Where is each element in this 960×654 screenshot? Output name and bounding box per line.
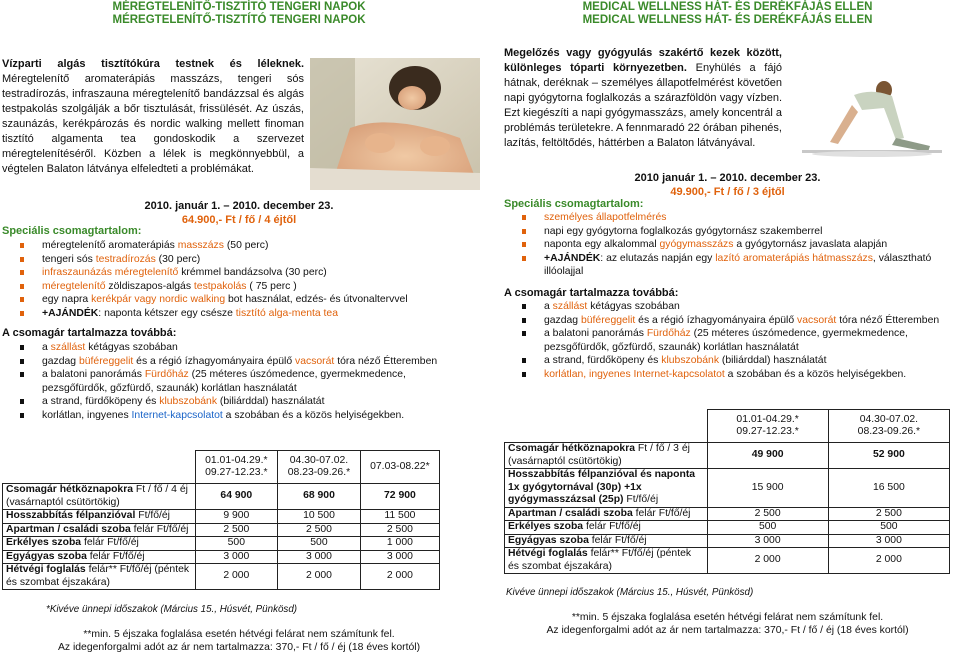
table-header-cell: 07.03-08.22*: [360, 451, 439, 484]
text-segment: a: [544, 301, 553, 312]
text-segment: masszázs: [177, 240, 224, 251]
list-item: [20, 293, 490, 307]
list-item: [522, 238, 952, 252]
text-segment: Fürdőház: [144, 369, 189, 381]
right-special-list: [502, 211, 952, 279]
text-segment: személyes állapotfelmérés: [544, 212, 667, 223]
text-segment: : naponta kétszer egy csésze: [98, 307, 236, 319]
text-segment: (biliárddal) használatát: [217, 396, 325, 408]
left-special-list: [0, 239, 490, 321]
table-row: [505, 443, 950, 469]
list-item: [20, 307, 490, 321]
text-segment: büféreggelit: [78, 355, 134, 367]
table-row: [505, 521, 950, 535]
table-cell: 3 000: [707, 534, 828, 548]
text-segment: Fürdőház: [646, 328, 691, 340]
table-row-label: [3, 550, 196, 564]
text-segment: gyógymasszázs: [659, 239, 734, 251]
text-segment: Hosszabbítás félpanzióval és naponta 1x gyógytornával (30p) +1x gyógymasszázsal (25p): [508, 469, 696, 505]
left-note: *Kivéve ünnepi időszakok (Március 15., Húsvét, Pünkösd): [46, 604, 298, 615]
text-segment: zöldiszapos-algás: [105, 280, 194, 292]
table-header-cell: 04.30-07.02. 08.23-09.26.*: [828, 410, 949, 443]
list-item: [20, 239, 490, 253]
text-segment: a balatoni panorámás: [42, 369, 145, 381]
table-row-label: [3, 537, 196, 551]
table-header-cell: 04.30-07.02. 08.23-09.26.*: [278, 451, 361, 484]
table-cell: 2 000: [195, 564, 278, 590]
text-segment: napi egy gyógytorna foglalkozás gyógytornász szakemberrel: [544, 225, 823, 237]
right-price-table: [504, 409, 950, 574]
left-package-title: A csomagár tartalmazza továbbá:: [2, 327, 177, 339]
table-cell: 9 900: [195, 510, 278, 524]
text-segment: egy napra: [42, 294, 92, 306]
table-row-label: [505, 469, 708, 508]
right-intro-body: Enyhülés a fájó hátnak, deréknak – személyes állapotfelmérést követően napi gyógytorna foglalkozás a szárazföldön vagy vízben. Ezt kiegészíti a napi gyógymasszázs, amely koncentrál a problémás területekre. A fennmaradó 22 órában pihenés, lazítás, feltöltődés, háttérben a Balaton látványával.: [504, 62, 783, 149]
right-footer: **min. 5 éjszaka foglalása esetén hétvégi felárat nem számítunk fel. Az idegenforgalmi adót az ár nem tartalmazza: 370,- Ft / fő / éj (18 éves kortól): [546, 612, 909, 636]
text-segment: felár Ft/fő/éj: [632, 507, 691, 519]
text-segment: klubszobánk: [159, 396, 218, 408]
text-segment: Egyágyas szoba: [6, 550, 87, 562]
table-row: [3, 550, 440, 564]
table-corner-cell: [505, 410, 708, 443]
table-row-label: [3, 523, 196, 537]
text-segment: és a régió ízhagyományaira épülő: [635, 314, 798, 326]
table-cell: 68 900: [278, 484, 361, 510]
text-segment: +AJÁNDÉK: [42, 307, 99, 319]
text-segment: bot használat, edzés- és útvonaltervvel: [225, 294, 408, 306]
table-cell: 16 500: [828, 469, 949, 508]
text-segment: a szobában és a közös helyiségekben.: [222, 409, 405, 421]
yoga-photo: [792, 50, 952, 168]
table-row: [505, 534, 950, 548]
list-item: [20, 368, 460, 395]
text-segment: a strand, fürdőköpeny és: [544, 355, 662, 367]
left-dates: 2010. január 1. – 2010. december 23.: [144, 200, 334, 212]
text-segment: : az elutazás napján egy: [600, 252, 716, 264]
text-segment: vacsorát: [797, 314, 837, 326]
text-segment: (25 méteres úszómedence, gyermekmedence, pezsgőfürdők, gőzfürdő, szaunák) korlátlan használatát: [544, 328, 908, 353]
left-dates-block: [0, 199, 478, 227]
text-segment: Internet-kapcsolatot: [131, 409, 223, 421]
left-column: [0, 0, 478, 653]
list-item: [522, 314, 960, 328]
table-header-row: [505, 410, 950, 443]
left-header: MÉREGTELENÍTŐ-TISZTÍTÓ TENGERI NAPOK MÉREGTELENÍTŐ-TISZTÍTÓ TENGERI NAPOK: [112, 1, 366, 26]
right-column: [500, 0, 955, 636]
list-item: [20, 395, 460, 409]
text-segment: kétágyas szobában: [587, 301, 680, 312]
right-note: Kivéve ünnepi időszakok (Március 15., Húsvét, Pünkösd): [506, 587, 754, 598]
table-cell: 2 500: [360, 523, 439, 537]
left-price: 64.900,- Ft / fő / 4 éjtől: [181, 214, 297, 226]
left-footer: **min. 5 éjszaka foglalása esetén hétvégi felárat nem számítunk fel. Az idegenforgalmi adót az ár nem tartalmazza: 370,- Ft / fő / éj (18 éves kortól): [57, 629, 421, 653]
text-segment: +AJÁNDÉK: [544, 252, 601, 264]
text-segment: Hétvégi foglalás: [508, 548, 588, 559]
text-segment: felár** Ft/fő/éj (péntek és szombat éjszakára): [508, 548, 692, 572]
text-segment: a szobában és a közös helyiségekben.: [724, 368, 907, 380]
right-special-title: Speciális csomagtartalom:: [504, 198, 644, 210]
text-segment: Hétvégi foglalás: [6, 564, 86, 575]
table-cell: 500: [278, 537, 361, 551]
text-segment: (25 méteres úszómedence, gyermekmedence, pezsgőfürdők, gőzfürdő, szaunák) korlátlan használatát: [42, 369, 406, 394]
text-segment: Csomagár hétköznapokra: [6, 484, 134, 495]
text-segment: korlátlan, ingyenes Internet-kapcsolatot: [544, 368, 725, 380]
list-item: [522, 252, 952, 279]
text-segment: , választható illóolajjal: [544, 252, 932, 278]
text-segment: a gyógytornász javaslata alapján: [733, 239, 888, 251]
text-segment: felár Ft/fő/éj: [583, 521, 641, 532]
list-item: [522, 300, 960, 314]
text-segment: tengeri sós: [42, 253, 96, 265]
table-header-row: [3, 451, 440, 484]
table-cell: 500: [195, 537, 278, 551]
table-header-cell: 01.01-04.29.* 09.27-12.23.*: [707, 410, 828, 443]
table-cell: 52 900: [828, 443, 949, 469]
right-dates-block: [500, 171, 955, 199]
right-price: 49.900,- Ft / fő / 3 éjtől: [670, 186, 785, 198]
table-row: [3, 484, 440, 510]
table-cell: 64 900: [195, 484, 278, 510]
table-cell: 11 500: [360, 510, 439, 524]
table-row-label: [505, 507, 708, 521]
text-segment: Erkélyes szoba: [6, 537, 82, 548]
list-item: [20, 266, 490, 280]
text-segment: vacsorát: [295, 355, 335, 367]
text-segment: felár Ft/fő/éj: [81, 537, 139, 548]
right-dates: 2010 január 1. – 2010. december 23.: [634, 172, 821, 184]
list-item: [522, 327, 960, 354]
table-row: [505, 548, 950, 574]
table-cell: 2 000: [278, 564, 361, 590]
table-cell: 500: [707, 521, 828, 535]
table-cell: 2 500: [828, 507, 949, 521]
text-segment: tóra néző Étteremben: [334, 355, 438, 367]
list-item: [20, 341, 460, 355]
text-segment: (30 perc): [155, 253, 201, 265]
table-cell: 15 900: [707, 469, 828, 508]
text-segment: krémmel bandázsolva (30 perc): [178, 267, 327, 279]
text-segment: Csomagár hétköznapokra: [508, 443, 636, 454]
text-segment: tisztító alga-menta tea: [235, 307, 338, 319]
text-segment: felár** Ft/fő/éj (péntek és szombat éjszakára): [6, 564, 190, 588]
text-segment: gazdag: [42, 355, 79, 367]
text-segment: korlátlan, ingyenes: [42, 409, 132, 421]
table-cell: 2 000: [828, 548, 949, 574]
left-intro: [2, 57, 304, 177]
text-segment: felár Ft/fő/éj: [130, 523, 189, 535]
left-special-title: Speciális csomagtartalom:: [2, 225, 142, 237]
left-price-table: [2, 450, 440, 590]
text-segment: szállást: [50, 342, 86, 353]
table-cell: 49 900: [707, 443, 828, 469]
list-item: [20, 409, 460, 423]
text-segment: felár Ft/fő/éj: [588, 534, 647, 546]
table-cell: 500: [828, 521, 949, 535]
table-cell: 2 500: [278, 523, 361, 537]
right-intro-lead: Megelőzés vagy gyógyulás szakértő kezek között, különleges tóparti környezetben.: [504, 47, 782, 74]
table-row-label: [505, 443, 708, 469]
text-segment: Ft/fő/éj: [135, 510, 170, 521]
table-row: [3, 537, 440, 551]
left-package-list: [0, 341, 460, 423]
table-row-label: [505, 548, 708, 574]
text-segment: méregtelenítő: [42, 280, 106, 292]
text-segment: kerékpár vagy nordic walking: [91, 294, 226, 306]
table-cell: 2 500: [707, 507, 828, 521]
text-segment: Ft/fő/éj: [623, 494, 659, 505]
text-segment: a balatoni panorámás: [544, 328, 647, 340]
right-header: MEDICAL WELLNESS HÁT- ÉS DERÉKFÁJÁS ELLEN MEDICAL WELLNESS HÁT- ÉS DERÉKFÁJÁS ELLEN: [582, 1, 873, 26]
right-intro: [504, 46, 782, 151]
table-row-label: [3, 564, 196, 590]
table-cell: 3 000: [278, 550, 361, 564]
list-item: [522, 368, 960, 382]
text-segment: (biliárddal) használatát: [719, 355, 827, 367]
list-item: [522, 211, 952, 225]
table-row-label: [3, 484, 196, 510]
text-segment: Apartman / családi szoba: [6, 523, 131, 535]
left-intro-lead: Vízparti algás tisztítókúra testnek és léleknek.: [2, 58, 304, 70]
text-segment: testradírozás: [95, 253, 156, 265]
list-item: [20, 280, 490, 294]
massage-photo: [310, 58, 480, 190]
text-segment: a strand, fürdőköpeny és: [42, 396, 160, 408]
right-package-list: [502, 300, 960, 382]
table-row-label: [3, 510, 196, 524]
table-cell: 3 000: [828, 534, 949, 548]
text-segment: kétágyas szobában: [85, 342, 178, 353]
table-row: [3, 523, 440, 537]
table-cell: 2 500: [195, 523, 278, 537]
text-segment: méregtelenítő aromaterápiás: [42, 240, 178, 251]
table-cell: 2 000: [360, 564, 439, 590]
left-intro-body: Méregtelenítő aromaterápiás masszázs, tengeri sós testradírozás, infraszauna méregtelenítő bandázzsal és algás testpakolás szolgálják a bőr tisztulását, frissülését. Az úszás, szaunázás, kerékpározás és nordic walking mellett finoman tisztító algamenta tea gondoskodik a szervezet méregtelenítéséről. Közben a lélek is megkönnyebbül, a végtelen Balaton látványa elfeledteti a problémákat.: [2, 73, 304, 175]
table-row: [505, 469, 950, 508]
text-segment: Hosszabbítás félpanzióval: [6, 510, 136, 521]
table-corner-cell: [3, 451, 196, 484]
list-item: [522, 354, 960, 368]
table-cell: 3 000: [360, 550, 439, 564]
text-segment: (50 perc): [223, 240, 269, 251]
table-row-label: [505, 534, 708, 548]
text-segment: infraszaunázás méregtelenítő: [42, 267, 179, 279]
table-cell: 3 000: [195, 550, 278, 564]
table-cell: 72 900: [360, 484, 439, 510]
right-package-title: A csomagár tartalmazza továbbá:: [504, 287, 679, 299]
text-segment: és a régió ízhagyományaira épülő: [133, 355, 296, 367]
text-segment: ( 75 perc ): [246, 280, 297, 292]
text-segment: lazító aromaterápiás hátmasszázs: [715, 252, 873, 264]
text-segment: büféreggelit: [580, 314, 636, 326]
text-segment: Ft / fő / 3 éj (vasárnaptól csütörtökig): [508, 443, 690, 467]
text-segment: szállást: [552, 301, 588, 312]
list-item: [522, 225, 952, 239]
table-cell: 10 500: [278, 510, 361, 524]
table-row: [3, 510, 440, 524]
table-header-cell: 01.01-04.29.* 09.27-12.23.*: [195, 451, 278, 484]
list-item: [20, 253, 490, 267]
table-cell: 1 000: [360, 537, 439, 551]
text-segment: Apartman / családi szoba: [508, 507, 633, 519]
table-row: [3, 564, 440, 590]
table-cell: 2 000: [707, 548, 828, 574]
text-segment: klubszobánk: [661, 355, 720, 367]
table-row: [505, 507, 950, 521]
text-segment: felár Ft/fő/éj: [86, 550, 145, 562]
text-segment: a: [42, 342, 51, 353]
text-segment: gazdag: [544, 314, 581, 326]
text-segment: testpakolás: [193, 280, 247, 292]
text-segment: Erkélyes szoba: [508, 521, 584, 532]
table-row-label: [505, 521, 708, 535]
list-item: [20, 355, 460, 369]
text-segment: Egyágyas szoba: [508, 534, 589, 546]
text-segment: tóra néző Étteremben: [836, 314, 940, 326]
text-segment: Ft / fő / 4 éj (vasárnaptól csütörtökig): [6, 484, 188, 508]
text-segment: naponta egy alkalommal: [544, 239, 660, 251]
